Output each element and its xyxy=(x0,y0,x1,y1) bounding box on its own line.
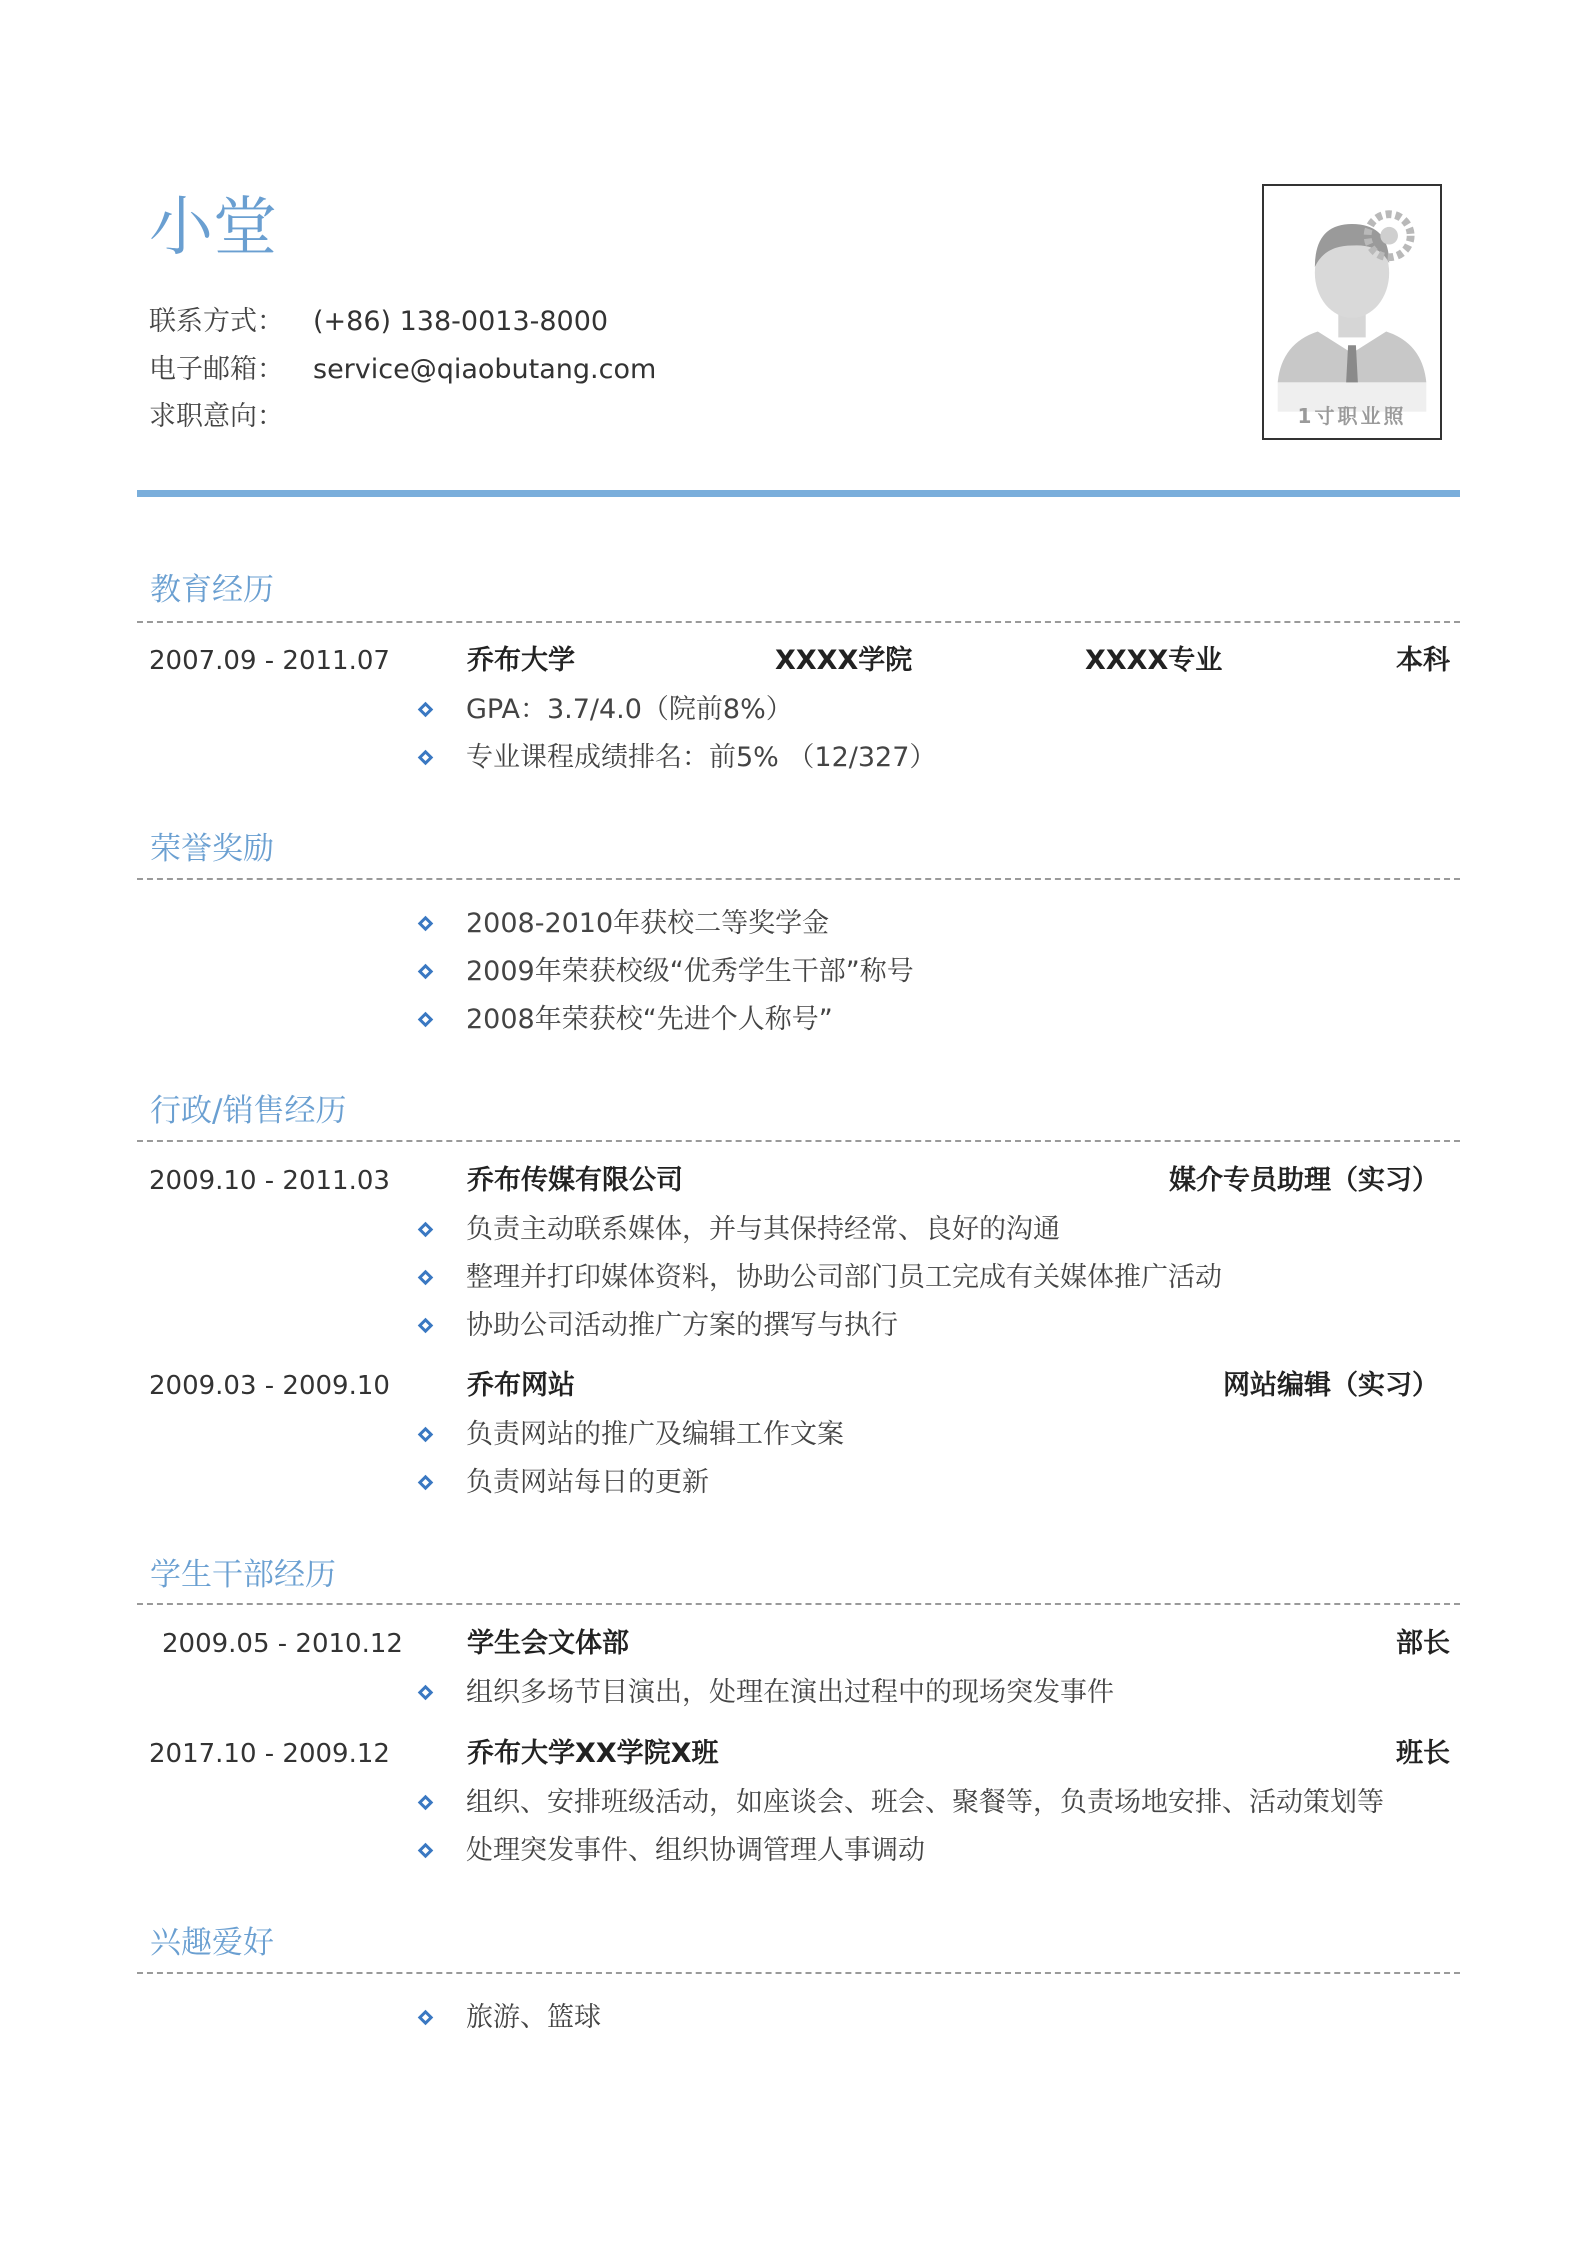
contact-phone-value: (+86) 138-0013-8000 xyxy=(313,306,609,337)
work-date: 2009.03 - 2009.10 xyxy=(149,1371,390,1401)
cadre-role: 班长 xyxy=(1396,1738,1450,1769)
section-title-hobbies: 兴趣爱好 xyxy=(150,1925,274,1961)
cadre-date: 2009.05 - 2010.12 xyxy=(162,1629,403,1659)
job-objective-label: 求职意向： xyxy=(149,401,284,432)
education-major: XXXX专业 xyxy=(1085,645,1223,676)
education-degree: 本科 xyxy=(1396,645,1450,676)
cadre-date: 2017.10 - 2009.12 xyxy=(149,1739,390,1769)
cadre-role: 部长 xyxy=(1396,1628,1450,1659)
section-divider-cadre xyxy=(137,1603,1460,1605)
diamond-bullet-icon xyxy=(418,750,434,766)
education-date: 2007.09 - 2011.07 xyxy=(149,646,390,676)
diamond-bullet-icon xyxy=(418,964,434,980)
section-title-education: 教育经历 xyxy=(150,572,274,608)
section-divider-honors xyxy=(137,878,1460,880)
contact-email-value: service@qiaobutang.com xyxy=(313,354,657,385)
profile-photo xyxy=(1262,184,1442,440)
section-title-work: 行政/销售经历 xyxy=(150,1093,347,1129)
section-title-cadre: 学生干部经历 xyxy=(150,1557,336,1593)
education-school: 乔布大学 xyxy=(467,645,575,676)
diamond-bullet-icon xyxy=(418,1222,434,1238)
header-divider xyxy=(137,490,1460,497)
photo-caption: 1寸职业照 xyxy=(1297,404,1407,428)
diamond-bullet-icon xyxy=(418,916,434,932)
diamond-bullet-icon xyxy=(418,1270,434,1286)
diamond-bullet-icon xyxy=(418,1427,434,1443)
section-divider-work xyxy=(137,1140,1460,1142)
diamond-bullet-icon xyxy=(418,1475,434,1491)
diamond-bullet-icon xyxy=(418,1318,434,1334)
cadre-org: 学生会文体部 xyxy=(467,1628,629,1659)
work-role: 网站编辑（实习） xyxy=(1223,1370,1439,1401)
work-org: 乔布网站 xyxy=(467,1370,575,1401)
contact-email-label: 电子邮箱： xyxy=(149,354,284,385)
contact-phone-label: 联系方式： xyxy=(149,306,284,337)
education-college: XXXX学院 xyxy=(775,645,913,676)
cadre-org: 乔布大学XX学院X班 xyxy=(467,1738,719,1769)
section-divider-education xyxy=(137,621,1460,623)
section-divider-hobbies xyxy=(137,1972,1460,1974)
diamond-bullet-icon xyxy=(418,1685,434,1701)
work-role: 媒介专员助理（实习） xyxy=(1169,1165,1439,1196)
work-org: 乔布传媒有限公司 xyxy=(467,1165,683,1196)
diamond-bullet-icon xyxy=(418,702,434,718)
diamond-bullet-icon xyxy=(418,1795,434,1811)
section-title-honors: 荣誉奖励 xyxy=(150,831,274,867)
diamond-bullet-icon xyxy=(418,1012,434,1028)
diamond-bullet-icon xyxy=(418,2010,434,2026)
diamond-bullet-icon xyxy=(418,1843,434,1859)
candidate-name: 小堂 xyxy=(149,191,277,265)
work-date: 2009.10 - 2011.03 xyxy=(149,1166,390,1196)
